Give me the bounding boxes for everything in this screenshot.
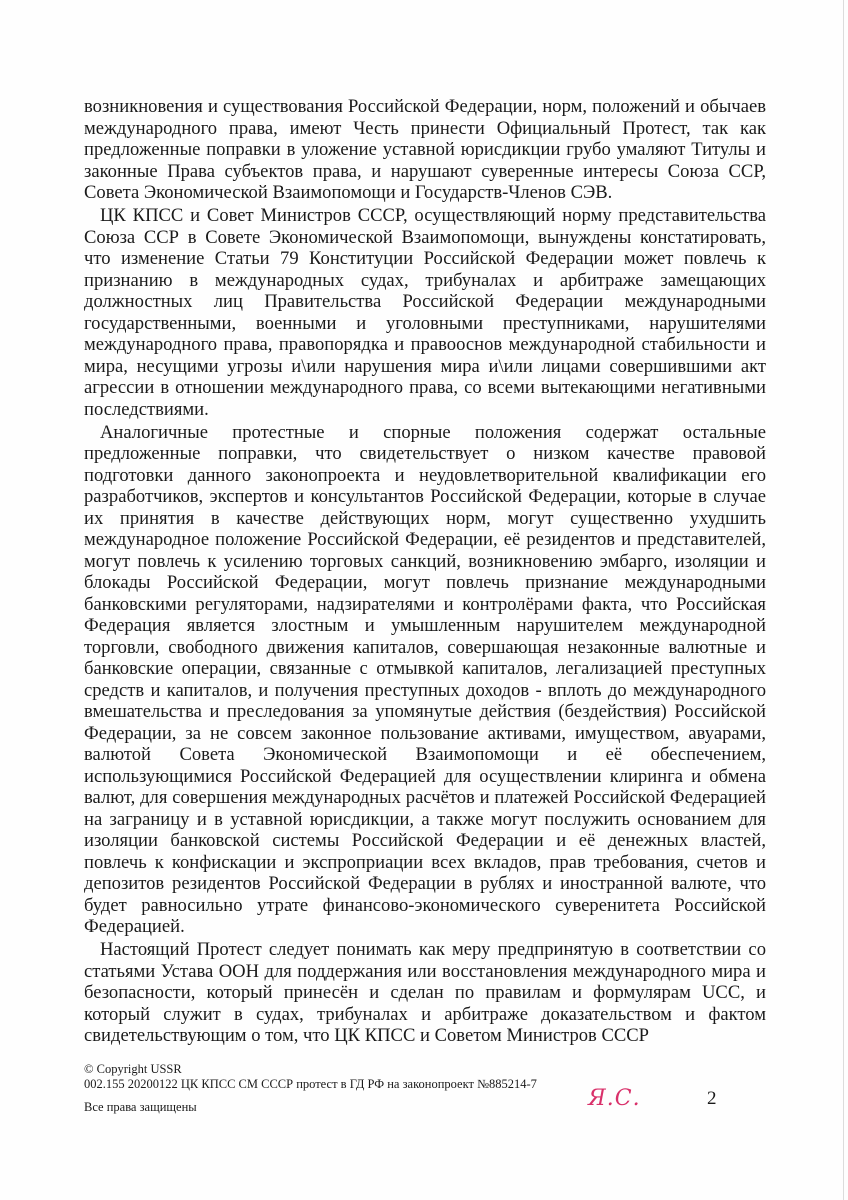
rights-reserved: Все права защищены [84,1100,197,1114]
document-body [84,96,766,1048]
document-reference: 002.155 20200122 ЦК КПСС СМ СССР протест в ГД РФ на законопроект №885214-7 [84,1077,537,1091]
paragraph-statement: ЦК КПСС и Совет Министров СССР, осуществляющий норму представительства Союза ССР в Совете Экономической Взаимопомощи, вынуждены констатировать, что изменение Статьи 79 Конституции Российской Федерации может повлечь к признанию в международных судах, трибуналах и арбитраже замещающих должностных лиц Правительства Российской Федерации международными государственными, военными и уголовными преступниками, нарушителями международного права, правопорядка и правооснов международной стабильности и мира, несущими угрозы и\или нарушения мира и\или лицами совершившими акт агрессии в отношении международного права, со всеми вытекающими негативными последствиями. [84,205,766,420]
paragraph-continuation: возникновения и существования Российской Федерации, норм, положений и обычаев международного права, имеют Честь принести Официальный Протест, так как предложенные поправки в уложение уставной юрисдикции грубо умаляют Титулы и законные Права субъектов права, и нарушают суверенные интересы Союза ССР, Совета Экономической Взаимопомощи и Государств-Членов СЭВ. [84,96,766,203]
copyright-notice: © Copyright USSR [84,1062,182,1076]
handwritten-signature: Я.С. [588,1086,641,1111]
paragraph-analogous-provisions: Аналогичные протестные и спорные положения содержат остальные предложенные поправки, что свидетельствует о низком качестве правовой подготовки данного законопроекта и неудовлетворительной квалификации его разработчиков, экспертов и консультантов Российской Федерации, которые в случае их принятия в качестве действующих норм, могут существенно ухудшить международное положение Российской Федерации, её резидентов и представителей, могут повлечь к усилению торговых санкций, возникновению эмбарго, изоляции и блокады Российской Федерации, могут повлечь признание международными банковскими регуляторами, надзирателями и контролёрами факта, что Российская Федерация является злостным и умышленным нарушителем международной торговли, свободного движения капиталов, совершающая незаконные валютные и банковские операции, связанные с отмывкой капиталов, легализацией преступных средств и капиталов, и получения преступных доходов - вплоть до международного вмешательства и преследования за упомянутые действия (бездействия) Российской Федерации, за не совсем законное пользование активами, имуществом, авуарами, валютой Совета Экономической Взаимопомощи и её обеспечением, использующимися Российской Федерацией для осуществлении клиринга и обмена валют, для совершения международных расчётов и платежей Российской Федерацией на заграницу и в уставной юрисдикции, а также могут послужить основанием для изоляции банковской системы Российской Федерации и её денежных властей, повлечь к конфискации и экспроприации всех вкладов, прав требования, счетов и депозитов резидентов Российской Федерации в рублях и иностранной валюте, что будет равносильно утрате финансово-экономического суверенитета Российской Федерацией. [84,421,766,937]
page-number: 2 [707,1088,717,1109]
page-edge [843,0,844,1200]
paragraph-protest-meaning: Настоящий Протест следует понимать как меру предпринятую в соответствии со статьями Устава ООН для поддержания или восстановления международного мира и безопасности, который принесён и сделан по правилам и формулярам UCC, и который служит в судах, трибуналах и арбитраже доказательством и фактом свидетельствующим о том, что ЦК КПСС и Советом Министров СССР [84,939,766,1046]
